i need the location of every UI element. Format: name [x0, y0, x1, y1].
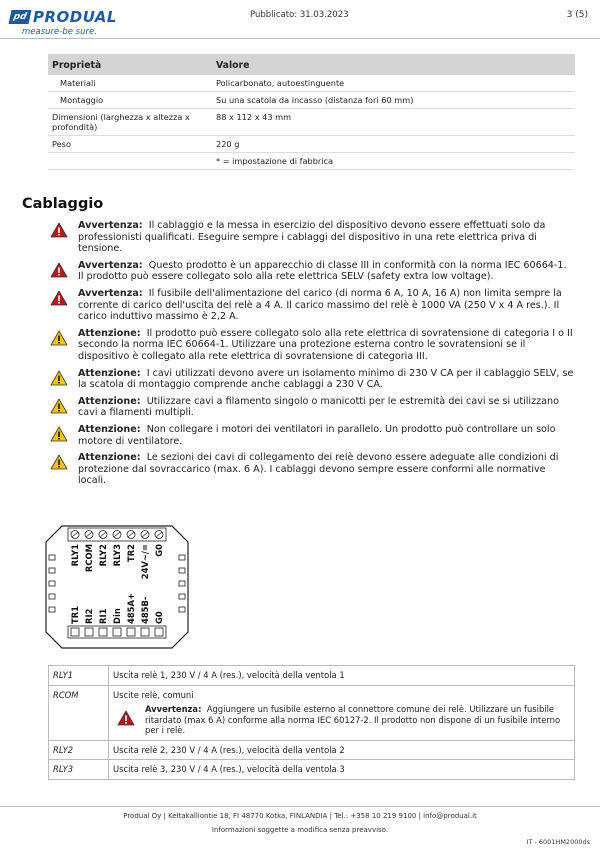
terminal-label-bottom: 485A+ — [126, 593, 136, 624]
terminal-label-bottom: RI2 — [84, 608, 94, 624]
logo-tagline: measure-be sure. — [22, 27, 97, 37]
warning-body: Il prodotto può essere collegato solo alla rete elettrica di sovratensione di categoria I o II secondo la norma IEC 60664-1. Utilizzare una protezione esterna contro le sovratensioni se il dispositivo è collegato alla rete elettrica di sovratensione di categoria III. — [78, 327, 573, 362]
warning-text — [78, 452, 575, 487]
terminals-table — [48, 665, 575, 780]
warning-label: Attenzione: — [78, 452, 141, 464]
property-row — [48, 153, 575, 170]
terminal-desc: Uscita relè 1, 230 V / 4 A (res.), velocità della ventola 1 — [113, 670, 345, 680]
warning-item — [50, 452, 575, 487]
warning-body: Non collegare i motori dei ventilatori in parallelo. Un prodotto può controllare un solo motore di ventilatore. — [78, 423, 556, 447]
warning-item — [50, 396, 575, 419]
warning-text — [78, 288, 575, 323]
property-key: Montaggio — [48, 92, 212, 109]
warning-body: Il cablaggio e la messa in esercizio del dispositivo devono essere effettuati solo da professionisti qualificati. Eseguire sempre i cablaggi del dispositivo in una rete elettrica priva di tensione. — [78, 220, 546, 255]
terminal-label-top: RLY3 — [112, 544, 122, 567]
terminal-row — [49, 685, 575, 740]
terminal-name: RLY1 — [49, 666, 109, 686]
warning-body: I cavi utilizzati devono avere un isolamento minimo di 230 V CA per il cablaggio SELV, se la scatola di montaggio comprende anche cablaggi a 230 V CA. — [78, 367, 574, 391]
right-connector-tabs — [179, 555, 185, 612]
terminal-desc: Uscite relè, comuni — [113, 689, 194, 700]
property-row — [48, 75, 575, 92]
terminal-desc: Uscita relè 2, 230 V / 4 A (res.), velocità della ventola 2 — [113, 744, 345, 755]
warning-body: Questo prodotto è un apparecchio di classe III in conformità con la norma IEC 60664-1. Il prodotto può essere collegato solo alla rete elettrica SELV (safety extra low voltage). — [78, 259, 567, 283]
warning-label: Attenzione: — [78, 423, 141, 435]
terminal-description-cell — [109, 685, 575, 740]
warning-item — [50, 328, 575, 363]
warning-label: Attenzione: — [78, 367, 141, 379]
warning-text — [78, 220, 575, 255]
footer-divider — [0, 806, 600, 807]
warnings-list — [50, 220, 575, 492]
terminal-label-bottom: Din — [112, 608, 122, 624]
warning-label: Avvertenza: — [78, 220, 143, 231]
terminal-label-top: TR2 — [126, 544, 136, 562]
warning-body: Utilizzare cavi a filamento singolo o manicotti per le estremità dei cavi se si utilizzano cavi a filamenti multipli. — [78, 395, 559, 419]
danger-warning-icon — [50, 290, 68, 306]
warning-item — [50, 368, 575, 391]
warning-text — [78, 368, 575, 391]
terminal-description-cell — [109, 740, 575, 760]
terminal-name: RCOM — [49, 685, 109, 740]
property-key: Dimensioni (larghezza x altezza x profondità) — [48, 109, 212, 136]
terminal-label-bottom: G0 — [154, 611, 164, 624]
warning-label: Attenzione: — [78, 327, 141, 339]
property-row — [48, 109, 575, 136]
left-connector-tabs — [49, 555, 55, 612]
property-value: * = impostazione di fabbrica — [212, 153, 575, 170]
terminal-label-top: RLY2 — [98, 544, 108, 567]
terminal-description-cell — [109, 760, 575, 780]
property-row — [48, 92, 575, 109]
wiring-diagram — [42, 522, 192, 652]
terminal-description-cell — [109, 666, 575, 686]
caution-warning-icon — [50, 330, 68, 346]
terminal-label-top: 24V~/= — [140, 544, 150, 580]
terminal-label-top: RLY1 — [70, 544, 80, 567]
terminal-label-top: G0 — [154, 544, 164, 557]
caution-warning-icon — [50, 398, 68, 414]
warning-label: Attenzione: — [78, 395, 141, 407]
warning-item — [50, 220, 575, 255]
terminal-warning — [113, 704, 570, 736]
page-number: 3 (5) — [566, 10, 588, 20]
terminal-row — [49, 666, 575, 686]
top-terminal-block — [68, 528, 166, 541]
property-value: Su una scatola da incasso (distanza fori 60 mm) — [212, 92, 575, 109]
footer-address: Produal Oy | Keltakalliontie 18, FI 48770 Kotka, FINLANDIA | Tel.: +358 10 219 9100 | info@produal.it — [123, 812, 477, 820]
col-property: Proprietà — [48, 54, 212, 75]
terminal-label-bottom: TR1 — [70, 606, 80, 624]
terminal-label-bottom: RI1 — [98, 608, 108, 624]
terminal-label-top: RCOM — [84, 544, 94, 573]
terminal-name: RLY3 — [49, 760, 109, 780]
logo-text: PRODUAL — [33, 8, 117, 26]
warning-label: Avvertenza: — [145, 704, 202, 714]
warning-body: Aggiungere un fusibile esterno al connettore comune dei relè. Utilizzare un fusibile ritardato (max 6 A) conforme alla norma IEC 60127-2. Il prodotto non dispone di un fusibile interno per i relè. — [145, 704, 561, 735]
warning-item — [50, 424, 575, 447]
terminal-label-bottom: 485B- — [140, 596, 150, 624]
danger-warning-icon — [50, 262, 68, 278]
property-value: 88 x 112 x 43 mm — [212, 109, 575, 136]
header-divider — [0, 38, 600, 39]
properties-table — [48, 54, 575, 170]
property-key — [48, 153, 212, 170]
bottom-terminal-block — [68, 626, 166, 638]
col-value: Valore — [212, 54, 575, 75]
produal-logo — [10, 8, 120, 37]
caution-warning-icon — [50, 426, 68, 442]
warning-body: Le sezioni dei cavi di collegamento dei relè devono essere adeguate alle condizioni di protezione dal sovraccarico (max. 6 A). I cablaggi devono sempre essere conformi alle normative locali. — [78, 452, 559, 487]
caution-warning-icon — [50, 454, 68, 470]
property-key: Peso — [48, 136, 212, 153]
warning-text — [78, 424, 575, 447]
warning-label: Avvertenza: — [78, 287, 143, 299]
document-id: IT - 6001HM2000ds — [526, 838, 590, 846]
warning-text — [78, 396, 575, 419]
caution-warning-icon — [50, 370, 68, 386]
published-date: Pubblicato: 31.03.2023 — [250, 10, 349, 20]
warning-body: Il fusibile dell'alimentazione del carico (di norma 6 A, 10 A, 16 A) non limita sempre la corrente di carico dell'uscita del relè a 4 A. Il carico massimo del relè è 1000 VA (250 V x 4 A res.). Il carico induttivo massimo è 2,2 A. — [78, 287, 562, 323]
property-key: Materiali — [48, 75, 212, 92]
property-row — [48, 136, 575, 153]
property-value: 220 g — [212, 136, 575, 153]
warning-text — [78, 328, 575, 363]
terminal-row — [49, 760, 575, 780]
danger-warning-icon — [50, 222, 68, 238]
warning-label: Avvertenza: — [78, 259, 143, 271]
section-title: Cablaggio — [22, 196, 104, 212]
warning-item — [50, 288, 575, 323]
property-value: Policarbonato, autoestinguente — [212, 75, 575, 92]
terminal-row — [49, 740, 575, 760]
terminal-desc: Uscita relè 3, 230 V / 4 A (res.), velocità della ventola 3 — [113, 764, 345, 774]
logo-mark: pd — [9, 10, 32, 24]
terminal-name: RLY2 — [49, 740, 109, 760]
warning-item — [50, 260, 575, 283]
danger-warning-icon — [117, 710, 135, 726]
warning-text — [78, 260, 575, 283]
footer-note: Informazioni soggette a modifica senza preavviso. — [211, 826, 389, 834]
